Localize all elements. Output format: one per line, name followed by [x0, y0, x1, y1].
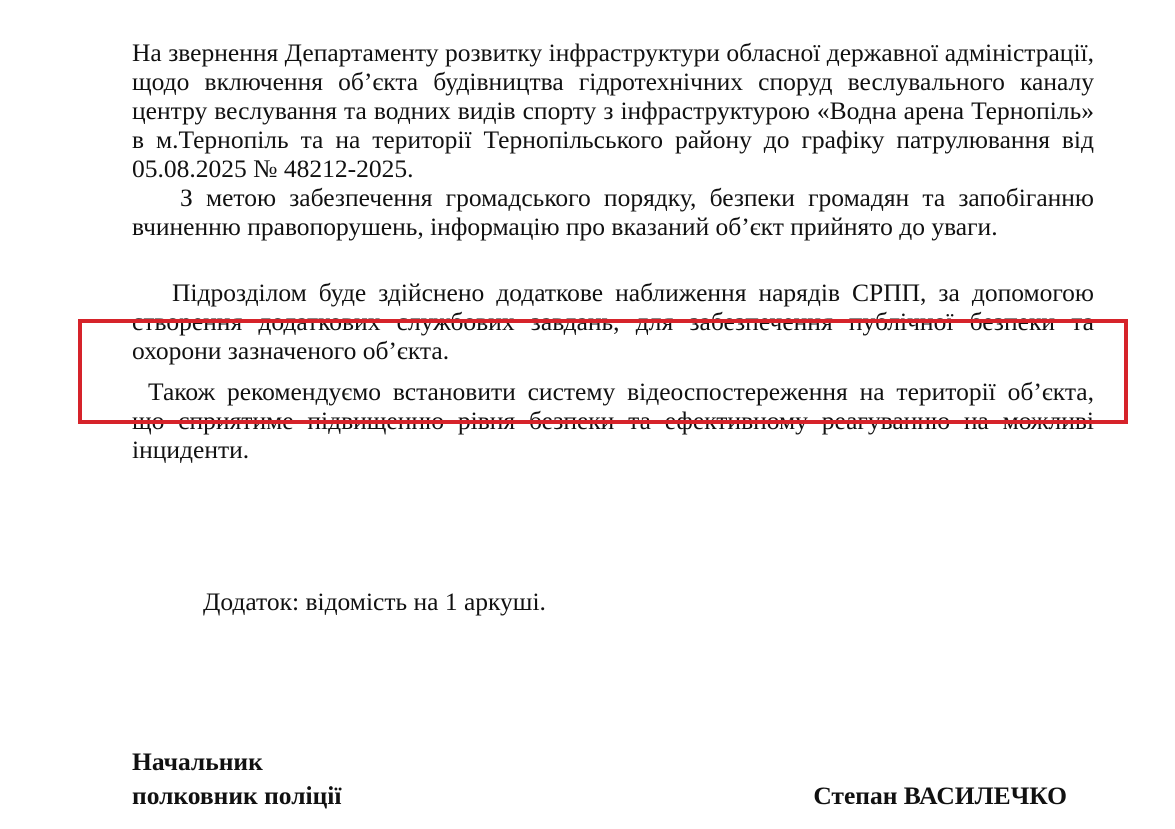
paragraph-purpose: З метою забезпечення громадського порядку, безпеки громадян та запобіганню вчиненню правопорушень, інформацію про вказаний об’єкт прийнято до уваги.	[132, 183, 1094, 241]
paragraph-recommendation: Також рекомендуємо встановити систему відеоспостереження на території об’єкта, що сприятиме підвищенню рівня безпеки та ефективному реагуванню на можливі інциденти.	[132, 377, 1094, 464]
paragraph-highlighted: Підрозділом буде здійснено додаткове наближення нарядів СРПП, за допомогою створення додаткових службових завдань, для забезпечення публічної безпеки та охорони зазначеного об’єкта.	[132, 278, 1094, 365]
signature-title	[132, 745, 341, 813]
paragraph-request: На звернення Департаменту розвитку інфраструктури обласної державної адміністрації, щодо включення об’єкта будівництва гідротехнічних споруд веслувального каналу центру веслування та водних видів спорту з інфраструктурою «Водна арена Тернопіль» в м.Тернопіль та на території Тернопільського району до графіку патрулювання від 05.08.2025 № 48212-2025.	[132, 38, 1094, 183]
attachment-note: Додаток: відомість на 1 аркуші.	[203, 587, 546, 616]
signature-position: Начальник	[132, 747, 263, 776]
signature-name: Степан ВАСИЛЕЧКО	[813, 781, 1067, 810]
signature-rank: полковник поліції	[132, 781, 342, 810]
document-body	[132, 38, 1094, 464]
